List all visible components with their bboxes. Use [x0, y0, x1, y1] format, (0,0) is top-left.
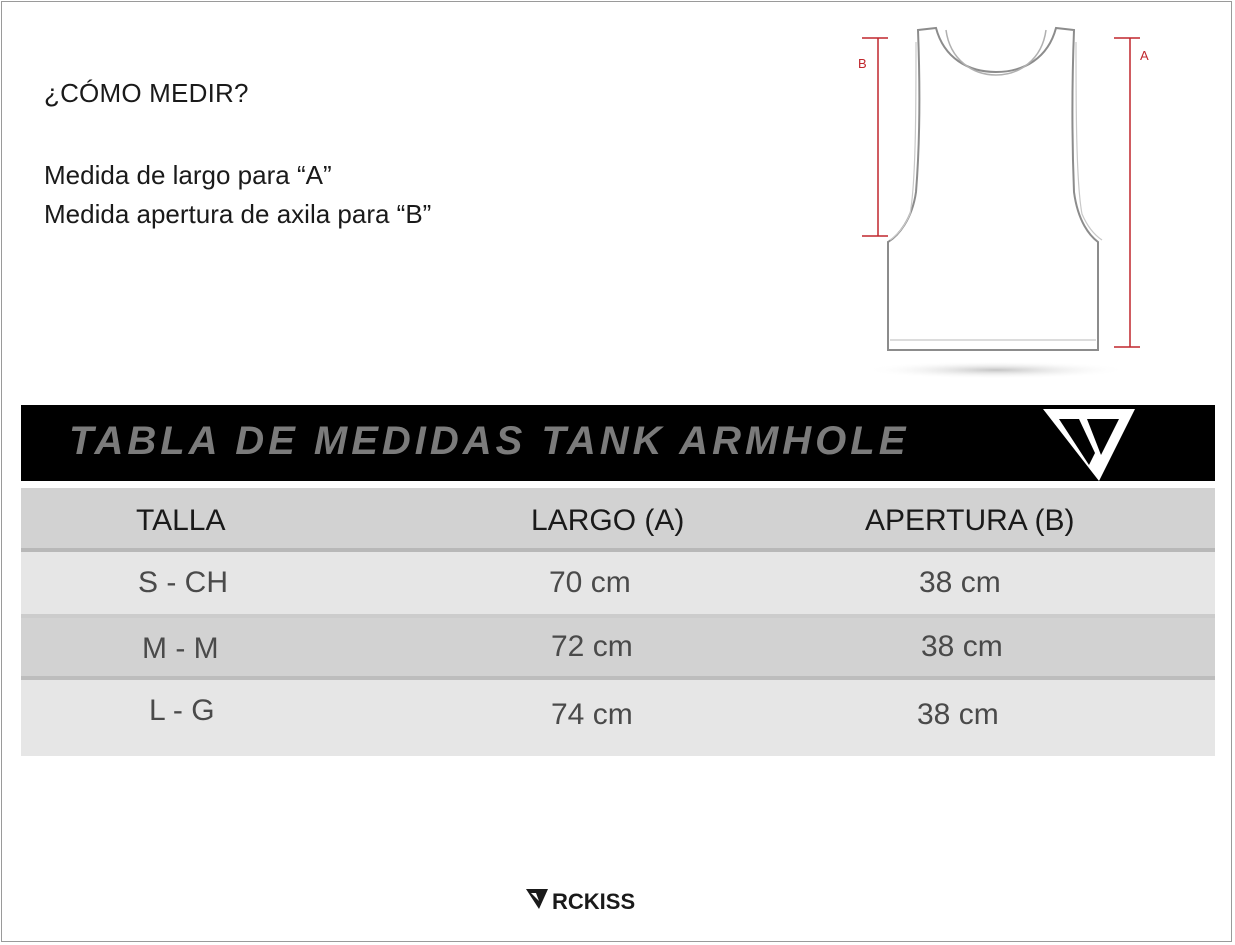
row-size: M - M: [142, 632, 219, 665]
measure-b-marker: [858, 38, 888, 236]
measure-a-label: A: [1140, 48, 1149, 63]
row-opening: 38 cm: [921, 630, 1003, 663]
table-header-row: [21, 488, 1215, 552]
tank-top-diagram: [850, 22, 1170, 387]
header-length: LARGO (A): [531, 504, 685, 537]
tank-outline: [888, 28, 1098, 350]
table-row: [21, 552, 1215, 618]
size-table: [21, 488, 1215, 756]
table-row: [21, 618, 1215, 680]
brand-logo-icon: [1039, 403, 1149, 483]
measure-a-marker: [1114, 38, 1149, 347]
banner-title: TABLA DE MEDIDAS TANK ARMHOLE: [69, 419, 910, 463]
measure-b-label: B: [858, 56, 867, 71]
row-opening: 38 cm: [919, 566, 1001, 599]
tank-top-illustration: [850, 22, 1170, 387]
size-chart-banner: [21, 405, 1215, 481]
row-size: S - CH: [138, 566, 228, 599]
row-opening: 38 cm: [917, 698, 999, 731]
brand-wordmark: [524, 885, 664, 915]
header-size: TALLA: [136, 504, 226, 537]
right-armhole-stitch: [1076, 42, 1102, 240]
row-size: L - G: [149, 694, 215, 727]
header-opening: APERTURA (B): [865, 504, 1075, 537]
measure-a-description: Medida de largo para “A”: [44, 160, 332, 190]
shadow-shape: [864, 361, 1128, 379]
table-row: [21, 680, 1215, 756]
row-length: 72 cm: [551, 630, 633, 663]
measure-b-description: Medida apertura de axila para “B”: [44, 199, 432, 229]
brand-name: RCKISS: [552, 889, 636, 914]
row-length: 70 cm: [549, 566, 631, 599]
row-length: 74 cm: [551, 698, 633, 731]
how-to-measure-heading: ¿CÓMO MEDIR?: [44, 78, 249, 108]
